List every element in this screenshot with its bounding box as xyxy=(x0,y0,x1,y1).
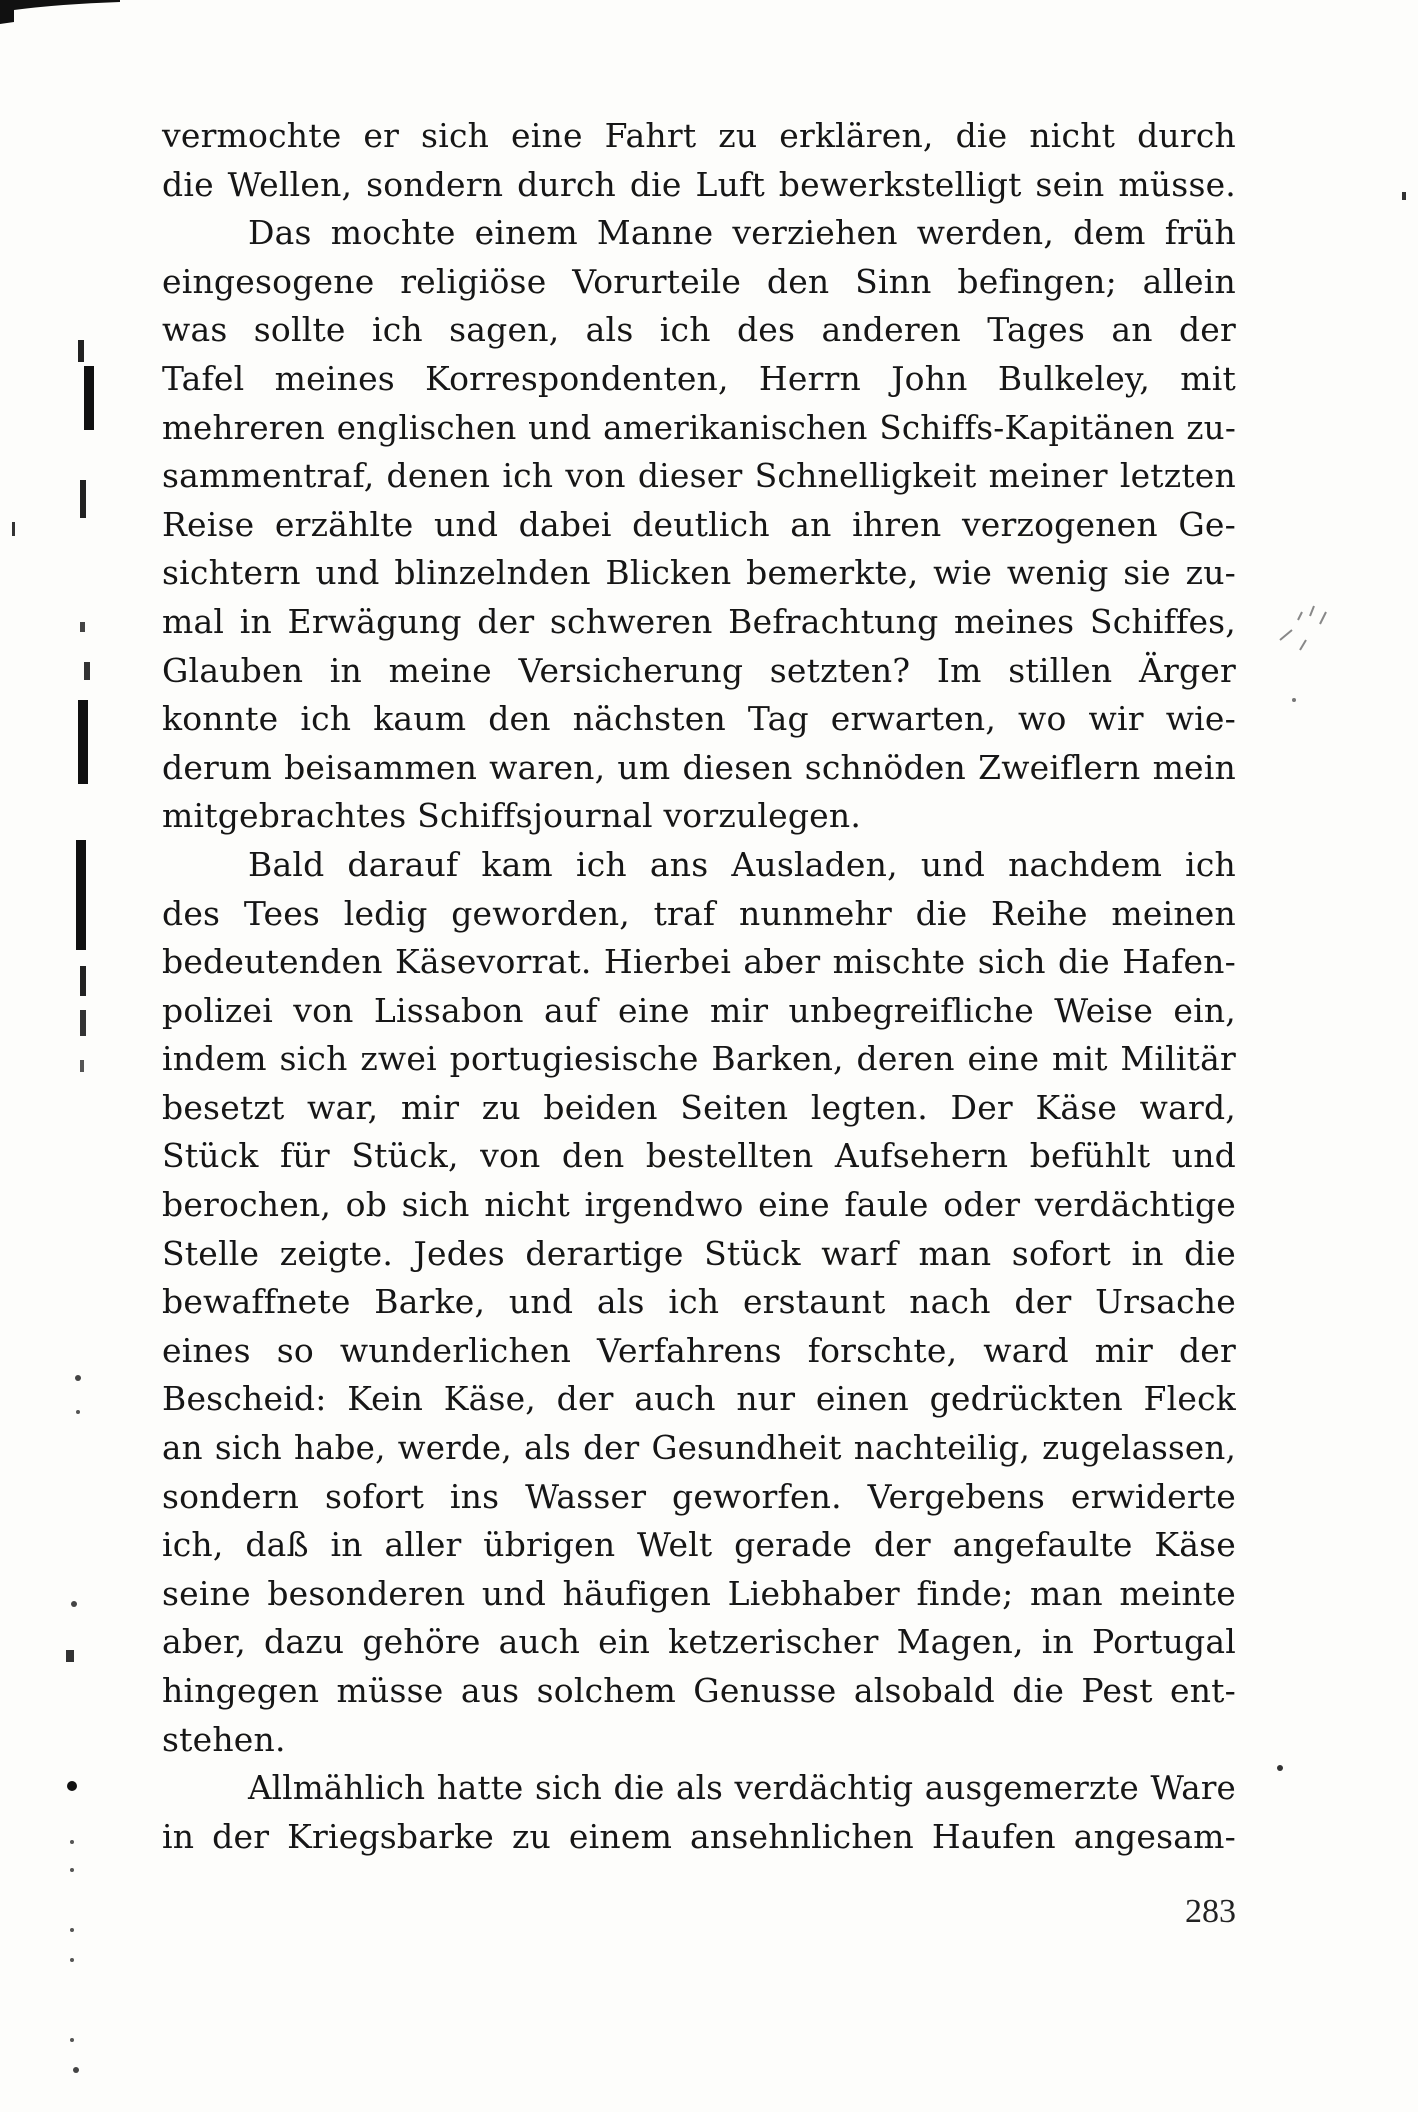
page-number: 283 xyxy=(1185,1893,1236,1930)
text-line: eines so wunderlichen Verfahrens forschte, ward mir der xyxy=(162,1330,1236,1370)
text-line: mal in Erwägung der schweren Befrachtung meines Schiffes, xyxy=(162,601,1236,641)
scan-margin-artifacts-left xyxy=(0,0,160,2112)
text-line: eingesogene religiöse Vorurteile den Sinn befingen; allein xyxy=(162,261,1236,301)
text-line: stehen. xyxy=(162,1719,286,1759)
text-line: Das mochte einem Manne verziehen werden, dem früh xyxy=(248,213,1236,253)
text-line: Stelle zeigte. Jedes derartige Stück warf man sofort in die xyxy=(162,1233,1236,1273)
text-line: des Tees ledig geworden, traf nunmehr die Reihe meinen xyxy=(162,893,1236,933)
text-line: Bescheid: Kein Käse, der auch nur einen gedrückten Fleck xyxy=(162,1379,1236,1419)
text-line: sondern sofort ins Wasser geworfen. Vergebens erwiderte xyxy=(162,1476,1236,1516)
text-line: Tafel meines Korrespondenten, Herrn John Bulkeley, mit xyxy=(162,358,1236,398)
text-line: polizei von Lissabon auf eine mir unbegreifliche Weise ein, xyxy=(162,990,1236,1030)
text-line: sichtern und blinzelnden Blicken bemerkte, wie wenig sie zu- xyxy=(162,553,1236,593)
text-line: aber, dazu gehöre auch ein ketzerischer Magen, in Portugal xyxy=(162,1622,1236,1662)
text-line: sammentraf, denen ich von dieser Schnelligkeit meiner letzten xyxy=(162,456,1236,496)
text-line: hingegen müsse aus solchem Genusse alsobald die Pest ent- xyxy=(162,1671,1236,1710)
text-line: seine besonderen und häufigen Liebhaber finde; man meinte xyxy=(162,1573,1236,1613)
text-line: bedeutenden Käsevorrat. Hierbei aber mischte sich die Hafen- xyxy=(162,942,1236,982)
text-line: was sollte ich sagen, als ich des anderen Tages an der xyxy=(162,310,1236,350)
text-line: ich, daß in aller übrigen Welt gerade der angefaulte Käse xyxy=(162,1525,1236,1565)
text-line: derum beisammen waren, um diesen schnöden Zweiflern mein xyxy=(162,747,1236,787)
text-line: die Wellen, sondern durch die Luft bewerkstelligt sein müsse. xyxy=(162,164,1236,204)
text-line: Bald darauf kam ich ans Ausladen, und nachdem ich xyxy=(248,844,1236,884)
body-text xyxy=(162,112,1236,1861)
text-line: bewaffnete Barke, und als ich erstaunt nach der Ursache xyxy=(162,1282,1236,1322)
text-line: an sich habe, werde, als der Gesundheit nachteilig, zugelassen, xyxy=(162,1429,1236,1468)
text-line: Stück für Stück, von den bestellten Aufsehern befühlt und xyxy=(162,1136,1236,1176)
text-line: berochen, ob sich nicht irgendwo eine faule oder verdächtige xyxy=(162,1185,1236,1225)
text-line: mehreren englischen und amerikanischen Schiffs-Kapitänen zu- xyxy=(162,408,1236,447)
text-line: Allmählich hatte sich die als verdächtig ausgemerzte Ware xyxy=(248,1769,1236,1808)
text-line: in der Kriegsbarke zu einem ansehnlichen Haufen angesam- xyxy=(162,1816,1236,1856)
text-line: Glauben in meine Versicherung setzten? Im stillen Ärger xyxy=(162,650,1236,690)
scan-margin-artifacts-right xyxy=(1240,0,1418,2112)
text-line: konnte ich kaum den nächsten Tag erwarten, wo wir wie- xyxy=(162,699,1236,739)
text-line: vermochte er sich eine Fahrt zu erklären, die nicht durch xyxy=(162,116,1236,155)
text-line: indem sich zwei portugiesische Barken, deren eine mit Militär xyxy=(162,1039,1236,1079)
text-line: mitgebrachtes Schiffsjournal vorzulegen. xyxy=(162,796,862,836)
text-line: Reise erzählte und dabei deutlich an ihren verzogenen Ge- xyxy=(162,504,1236,544)
text-line: besetzt war, mir zu beiden Seiten legten. Der Käse ward, xyxy=(162,1087,1236,1127)
